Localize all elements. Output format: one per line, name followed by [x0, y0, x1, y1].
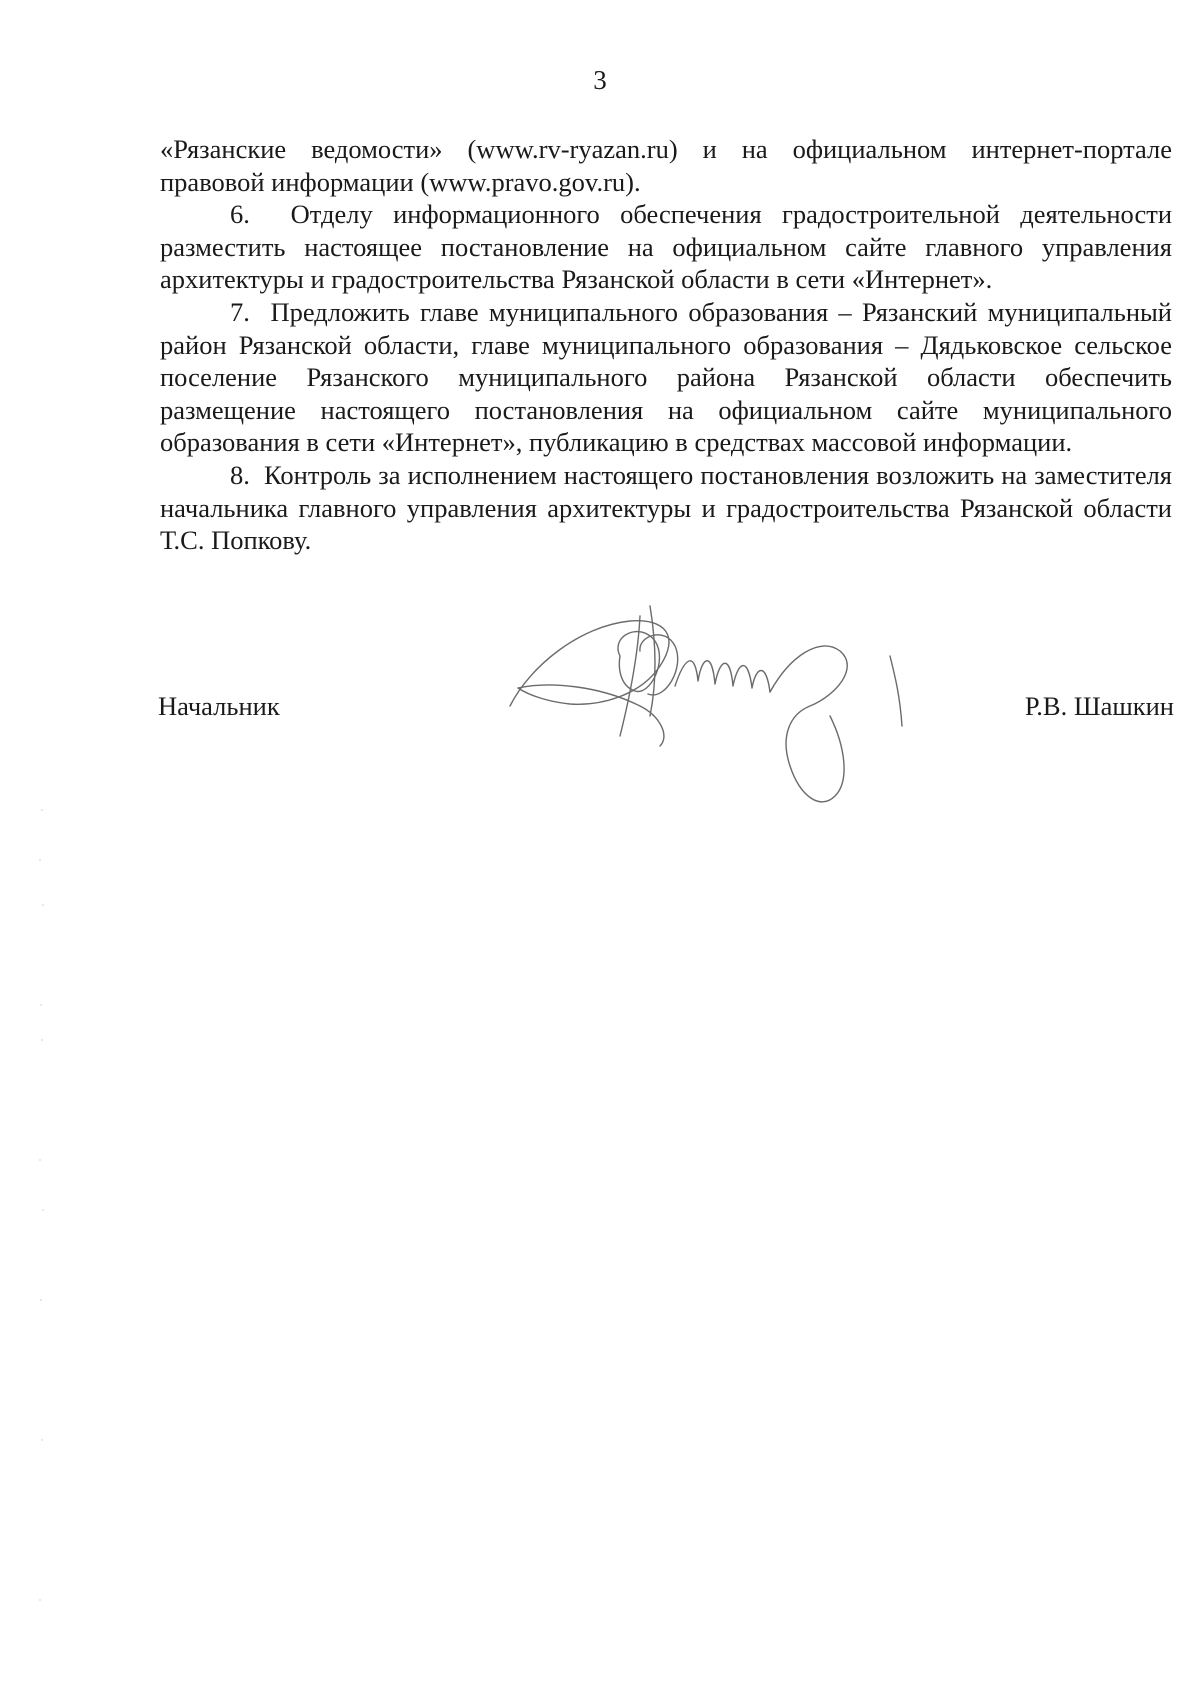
- signatory-position: Начальник: [158, 691, 280, 721]
- paragraph-item-7: 7. Предложить главе муниципального образования – Рязанский муниципальный район Рязанской области, главе муниципального образования – Дядьковское сельское поселение Рязанского муниципального района Рязанской области обеспечить размещение настоящего постановления на официальном сайте муниципального образования в сети «Интернет», публикацию в средствах массовой информации.: [160, 296, 1172, 458]
- page-number: 3: [593, 65, 607, 95]
- document-body: [160, 133, 1172, 557]
- signature-block: [158, 690, 1174, 730]
- signatory-name: Р.В. Шашкин: [1024, 691, 1174, 721]
- paragraph-publication-continuation: «Рязанские ведомости» (www.rv-ryazan.ru) и на официальном интернет-портале правовой информации (www.pravo.gov.ru).: [160, 134, 1172, 197]
- paragraph-item-8: 8. Контроль за исполнением настоящего постановления возложить на заместителя начальника главного управления архитектуры и градостроительства Рязанской области Т.С. Попкову.: [160, 459, 1172, 556]
- paragraph-item-6: 6. Отделу информационного обеспечения градостроительной деятельности разместить настоящее постановление на официальном сайте главного управления архитектуры и градостроительства Рязанской области в сети «Интернет».: [160, 199, 1172, 295]
